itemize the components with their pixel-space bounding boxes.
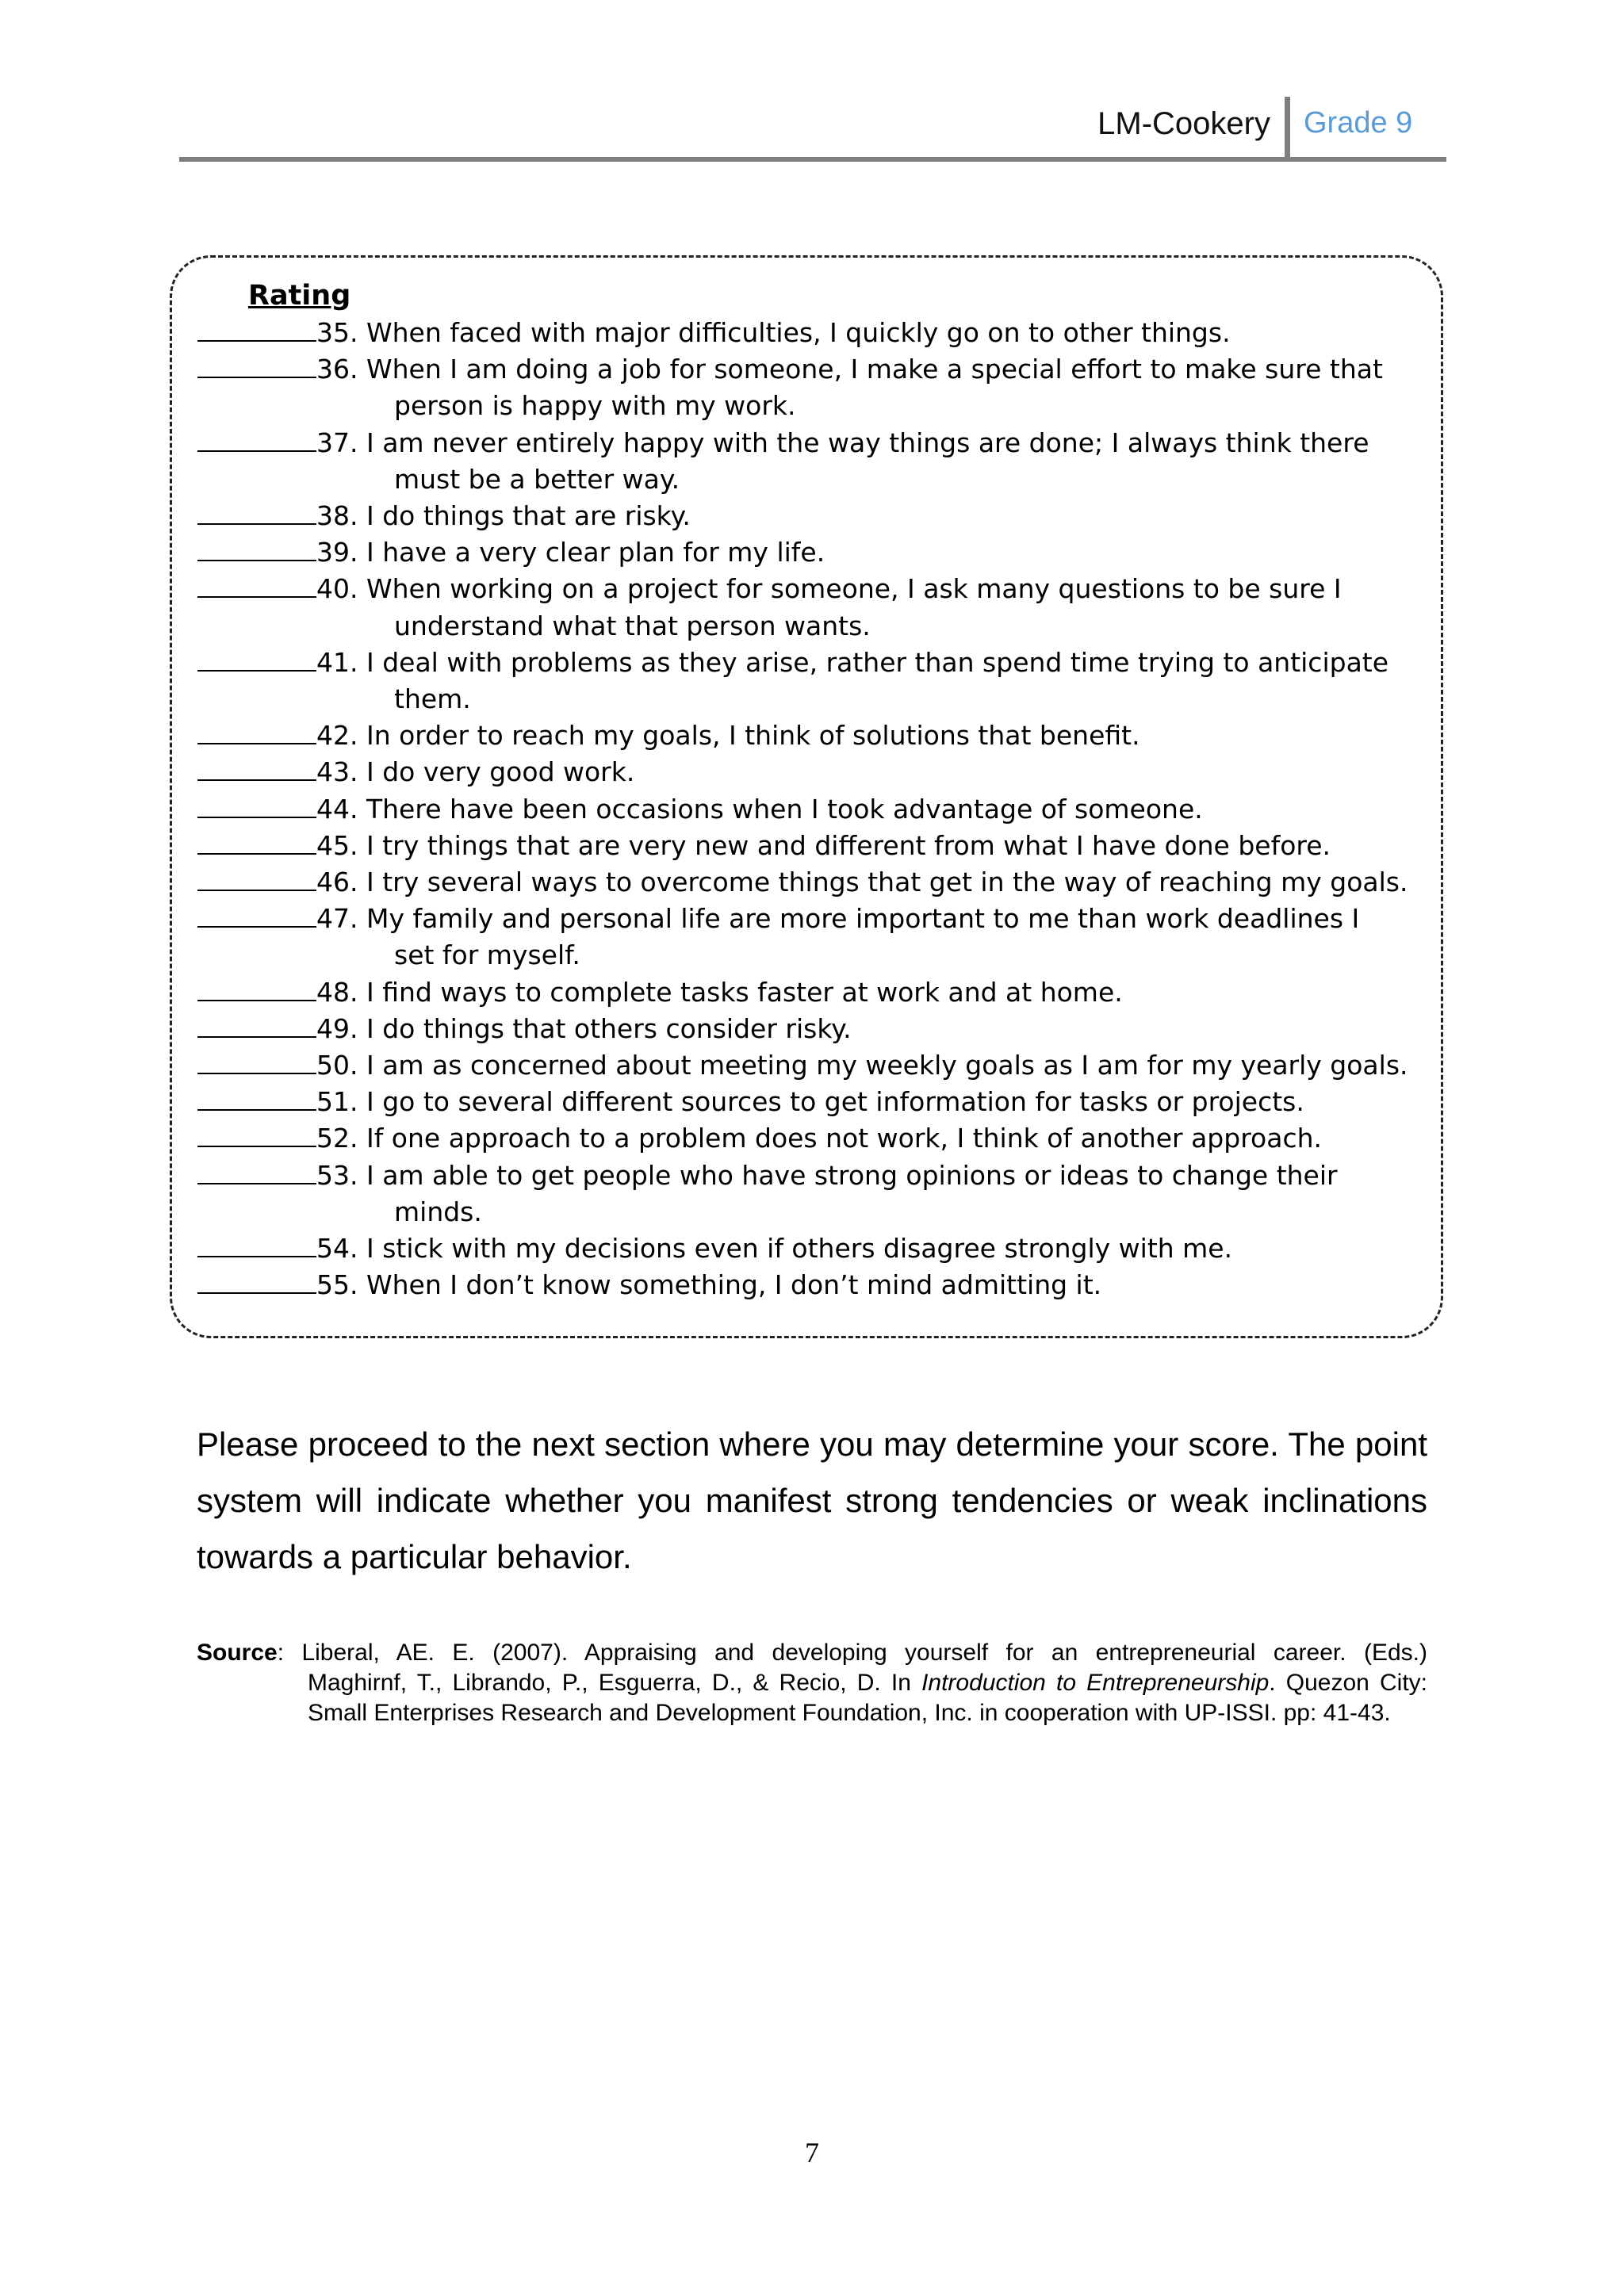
- rating-item-text: 37. I am never entirely happy with the way things are done; I always think there: [316, 427, 1369, 458]
- rating-item-text: 48. I find ways to complete tasks faster at work and at home.: [316, 976, 1123, 1008]
- rating-item-text: 49. I do things that others consider risky.: [316, 1012, 852, 1044]
- rating-item: [197, 718, 1434, 754]
- rating-item-continuation: [197, 388, 1434, 424]
- rating-item: [197, 974, 1434, 1011]
- source-line-2-post: . Quezon City:: [1269, 1670, 1428, 1696]
- rating-blank[interactable]: [197, 904, 316, 928]
- rating-blank[interactable]: [197, 1270, 316, 1294]
- rating-item-text: 45. I try things that are very new and different from what I have done before.: [316, 829, 1331, 861]
- rating-item-continuation: [197, 937, 1434, 974]
- rating-item-continuation: [197, 608, 1434, 645]
- rating-item-text: 55. When I don’t know something, I don’t mind admitting it.: [316, 1269, 1102, 1301]
- rating-item-text: 47. My family and personal life are more important to me than work deadlines I: [316, 903, 1360, 935]
- rating-item-text: person is happy with my work.: [394, 390, 796, 422]
- rating-item-text: understand what that person wants.: [394, 610, 871, 641]
- source-line-1-text: : Liberal, AE. E. (2007). Appraising and developing yourself for an entrepreneurial career. (Eds.): [277, 1640, 1427, 1666]
- rating-item-text: 35. When faced with major difficulties, I quickly go on to other things.: [316, 317, 1231, 348]
- page-header: [179, 94, 1446, 162]
- rating-item: [197, 901, 1434, 937]
- rating-item-text: 40. When working on a project for someone, I ask many questions to be sure I: [316, 573, 1342, 605]
- rating-item: [197, 1230, 1434, 1267]
- rating-item-text: 54. I stick with my decisions even if others disagree strongly with me.: [316, 1233, 1233, 1265]
- rating-blank[interactable]: [197, 354, 316, 378]
- rating-items: [197, 315, 1434, 1303]
- rating-item-text: minds.: [394, 1196, 482, 1227]
- rating-item: [197, 315, 1434, 351]
- rating-blank[interactable]: [197, 1050, 316, 1074]
- rating-item: [197, 534, 1434, 571]
- rating-blank[interactable]: [197, 757, 316, 781]
- rating-item-text: 46. I try several ways to overcome things that get in the way of reaching my goals.: [316, 867, 1408, 898]
- header-rule: [179, 157, 1446, 162]
- rating-blank[interactable]: [197, 794, 316, 818]
- rating-blank[interactable]: [197, 1234, 316, 1257]
- rating-box: [170, 255, 1443, 1338]
- rating-item-continuation: [197, 681, 1434, 718]
- rating-item: [197, 1047, 1434, 1084]
- header-doc-title: LM-Cookery: [1097, 106, 1270, 141]
- header-separator: [1285, 97, 1290, 159]
- rating-item: [197, 1084, 1434, 1120]
- rating-item-text: them.: [394, 683, 471, 715]
- rating-item-text: 53. I am able to get people who have strong opinions or ideas to change their: [316, 1159, 1338, 1191]
- rating-blank[interactable]: [197, 574, 316, 598]
- rating-item: [197, 754, 1434, 790]
- rating-blank[interactable]: [197, 1161, 316, 1184]
- rating-blank[interactable]: [197, 648, 316, 672]
- rating-blank[interactable]: [197, 978, 316, 1001]
- rating-blank[interactable]: [197, 538, 316, 561]
- rating-item-text: 38. I do things that are risky.: [316, 500, 691, 532]
- rating-blank[interactable]: [197, 831, 316, 855]
- source-line-3: Small Enterprises Research and Development Foundation, Inc. in cooperation with UP-ISSI. pp: 41-43.: [308, 1700, 1391, 1726]
- source-line-1: [197, 1638, 1427, 1668]
- rating-item-text: set for myself.: [394, 939, 580, 971]
- source-line-2-pre: Maghirnf, T., Librando, P., Esguerra, D., & Recio, D. In: [308, 1670, 922, 1696]
- rating-blank[interactable]: [197, 1123, 316, 1147]
- rating-item-text: 44. There have been occasions when I took advantage of someone.: [316, 793, 1203, 825]
- rating-blank[interactable]: [197, 867, 316, 891]
- header-grade: Grade 9: [1304, 106, 1413, 140]
- source-book-title: Introduction to Entrepreneurship: [921, 1670, 1270, 1696]
- rating-item: [197, 791, 1434, 828]
- rating-item-text: 43. I do very good work.: [316, 756, 635, 788]
- rating-blank[interactable]: [197, 318, 316, 342]
- rating-item-text: 52. If one approach to a problem does not work, I think of another approach.: [316, 1123, 1323, 1154]
- rating-item: [197, 1158, 1434, 1194]
- rating-item-text: must be a better way.: [394, 463, 680, 495]
- rating-blank[interactable]: [197, 1087, 316, 1111]
- rating-item-continuation: [197, 1194, 1434, 1230]
- rating-blank[interactable]: [197, 501, 316, 525]
- rating-item-continuation: [197, 461, 1434, 498]
- rating-item-text: 36. When I am doing a job for someone, I make a special effort to make sure that: [316, 354, 1383, 385]
- rating-blank[interactable]: [197, 428, 316, 452]
- rating-item: [197, 351, 1434, 388]
- rating-item-text: 39. I have a very clear plan for my life.: [316, 537, 825, 568]
- rating-blank[interactable]: [197, 1014, 316, 1038]
- source-line-2: [197, 1668, 1427, 1698]
- page-number: 7: [805, 2137, 819, 2168]
- instruction-paragraph: Please proceed to the next section where you may determine your score. The point system will indicate whether you manifest strong tendencies or weak inclinations towards a particular behavior.: [197, 1425, 1427, 1575]
- rating-item: [197, 1120, 1434, 1157]
- rating-item: [197, 1267, 1434, 1303]
- source-label: Source: [197, 1640, 278, 1666]
- rating-item: [197, 425, 1434, 461]
- source-citation: [197, 1638, 1427, 1728]
- rating-item-text: 42. In order to reach my goals, I think of solutions that benefit.: [316, 720, 1140, 752]
- rating-item-text: 41. I deal with problems as they arise, rather than spend time trying to anticipate: [316, 646, 1389, 678]
- rating-item: [197, 1011, 1434, 1047]
- rating-item-text: 50. I am as concerned about meeting my weekly goals as I am for my yearly goals.: [316, 1050, 1408, 1081]
- rating-blank[interactable]: [197, 721, 316, 744]
- rating-item: [197, 645, 1434, 681]
- rating-item: [197, 571, 1434, 607]
- rating-item: [197, 828, 1434, 864]
- rating-item-text: 51. I go to several different sources to get information for tasks or projects.: [316, 1086, 1304, 1118]
- rating-title: Rating: [248, 280, 351, 312]
- rating-item: [197, 864, 1434, 901]
- rating-item: [197, 498, 1434, 534]
